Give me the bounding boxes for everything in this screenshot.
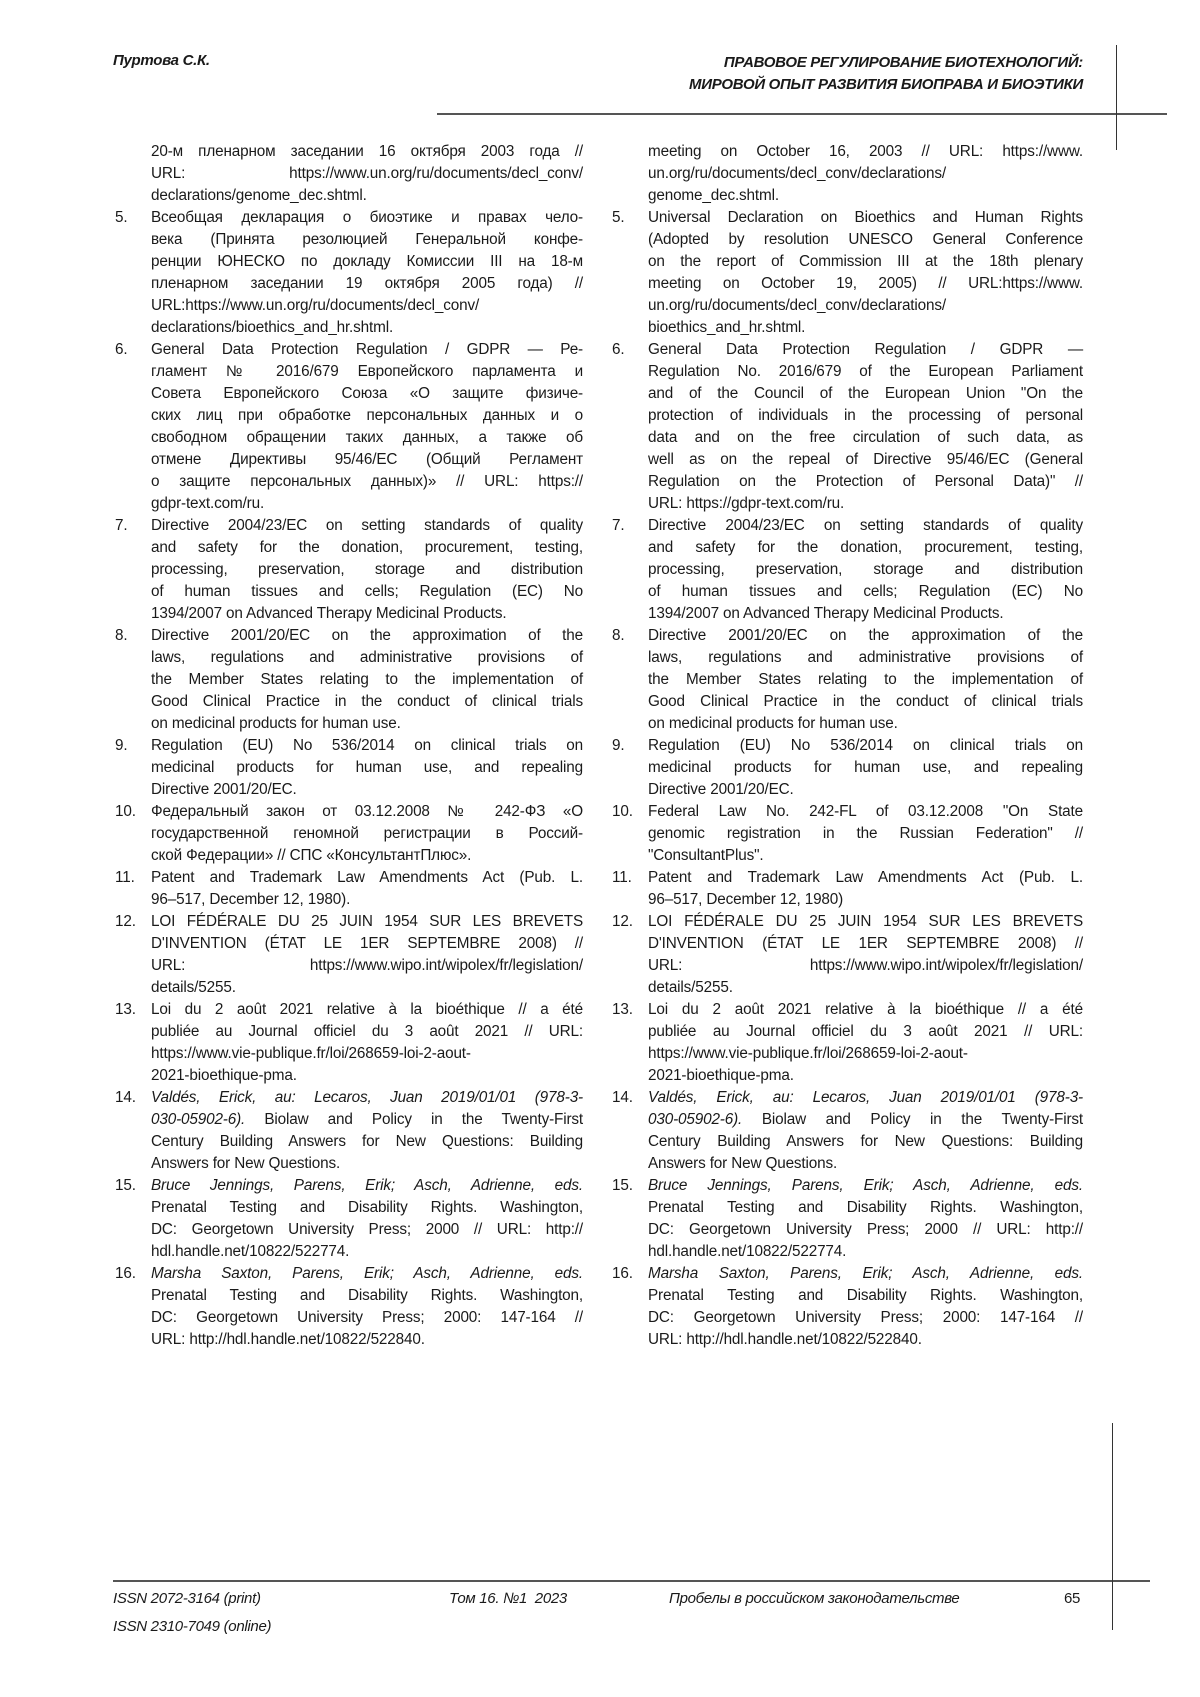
reference-line [648, 1087, 1083, 1109]
reference-line: on the report of Commission III at the 18th plenary [648, 251, 1083, 273]
reference-line: Loi du 2 août 2021 relative à la bioéthique // a été [648, 999, 1083, 1021]
reference-authors: Marsha Saxton, Parens, Erik; Asch, Adrienne, eds. [648, 1265, 1083, 1282]
reference-item [151, 141, 583, 207]
reference-line [151, 1263, 583, 1285]
reference-item [648, 735, 1083, 801]
reference-line: DC: Georgetown University Press; 2000: 147-164 // [648, 1307, 1083, 1329]
header-crop-line [1116, 45, 1117, 150]
reference-line: Directive 2004/23/EC on setting standards of quality [648, 515, 1083, 537]
reference-item [151, 339, 583, 515]
reference-item [151, 801, 583, 867]
reference-line: ской Федерации» // СПС «КонсультантПлюс». [151, 845, 583, 867]
footer-volume: Том 16. №1 2023 [449, 1590, 567, 1607]
reference-item [151, 625, 583, 735]
reference-line: URL: https://www.un.org/ru/documents/decl_conv/ [151, 163, 583, 185]
reference-line: publiée au Journal officiel du 3 août 2021 // URL: [151, 1021, 583, 1043]
reference-number: 9. [115, 735, 127, 757]
reference-item [648, 141, 1083, 207]
reference-item [151, 1263, 583, 1351]
reference-line: data and on the free circulation of such data, as [648, 427, 1083, 449]
reference-text: Biolaw and Policy in the Twenty-First [245, 1111, 583, 1128]
reference-line: LOI FÉDÉRALE DU 25 JUIN 1954 SUR LES BREVETS [648, 911, 1083, 933]
reference-line [648, 1263, 1083, 1285]
reference-item [151, 207, 583, 339]
reference-line: Федеральный закон от 03.12.2008 № 242-ФЗ «О [151, 801, 583, 823]
reference-line: General Data Protection Regulation / GDPR — Ре- [151, 339, 583, 361]
reference-line: Answers for New Questions. [648, 1153, 1083, 1175]
reference-line: Prenatal Testing and Disability Rights. Washington, [648, 1285, 1083, 1307]
reference-line: 20-м пленарном заседании 16 октября 2003 года // [151, 141, 583, 163]
reference-number: 15. [115, 1175, 136, 1197]
reference-item [151, 1087, 583, 1175]
reference-line: URL: http://hdl.handle.net/10822/522840. [151, 1329, 583, 1351]
reference-line: details/5255. [151, 977, 583, 999]
reference-item [151, 999, 583, 1087]
reference-item [648, 625, 1083, 735]
reference-line: ренции ЮНЕСКО по докладу Комиссии III на 18-м [151, 251, 583, 273]
reference-line: государственной геномной регистрации в Россий- [151, 823, 583, 845]
reference-line: bioethics_and_hr.shtml. [648, 317, 1083, 339]
reference-line [648, 1175, 1083, 1197]
reference-line: laws, regulations and administrative provisions of [648, 647, 1083, 669]
reference-line: века (Принята резолюцией Генеральной конфе- [151, 229, 583, 251]
reference-item [648, 515, 1083, 625]
reference-number: 6. [115, 339, 127, 361]
reference-line: un.org/ru/documents/decl_conv/declarations/ [648, 295, 1083, 317]
reference-line: un.org/ru/documents/decl_conv/declarations/ [648, 163, 1083, 185]
reference-line [151, 1087, 583, 1109]
reference-line: LOI FÉDÉRALE DU 25 JUIN 1954 SUR LES BREVETS [151, 911, 583, 933]
running-head-title-line1: ПРАВОВОЕ РЕГУЛИРОВАНИЕ БИОТЕХНОЛОГИЙ: [689, 52, 1083, 74]
reference-line: Directive 2001/20/EC on the approximation of the [151, 625, 583, 647]
reference-item [648, 867, 1083, 911]
reference-item [151, 735, 583, 801]
reference-line: "ConsultantPlus". [648, 845, 1083, 867]
reference-number: 5. [115, 207, 127, 229]
reference-line: Всеобщая декларация о биоэтике и правах чело- [151, 207, 583, 229]
reference-line: Directive 2001/20/EC. [648, 779, 1083, 801]
reference-line: D'INVENTION (ÉTAT LE 1ER SEPTEMBRE 2008) // [151, 933, 583, 955]
reference-authors: 030-05902-6). [151, 1111, 245, 1128]
reference-number: 16. [612, 1263, 633, 1285]
reference-number: 14. [612, 1087, 633, 1109]
footer-issn-print: ISSN 2072-3164 (print) [113, 1590, 261, 1607]
reference-number: 7. [115, 515, 127, 537]
reference-authors: Bruce Jennings, Parens, Erik; Asch, Adrienne, eds. [648, 1177, 1083, 1194]
reference-authors: Valdés, Erick, au: Lecaros, Juan 2019/01/01 (978-3- [151, 1089, 583, 1106]
reference-line: genome_dec.shtml. [648, 185, 1083, 207]
reference-line: Regulation No. 2016/679 of the European Parliament [648, 361, 1083, 383]
reference-line: General Data Protection Regulation / GDPR — [648, 339, 1083, 361]
reference-line: and safety for the donation, procurement, testing, [151, 537, 583, 559]
reference-line: Prenatal Testing and Disability Rights. Washington, [648, 1197, 1083, 1219]
reference-line: details/5255. [648, 977, 1083, 999]
reference-line: on medicinal products for human use. [151, 713, 583, 735]
reference-line: Universal Declaration on Bioethics and Human Rights [648, 207, 1083, 229]
reference-number: 13. [115, 999, 136, 1021]
reference-line: hdl.handle.net/10822/522774. [648, 1241, 1083, 1263]
reference-line [151, 1175, 583, 1197]
reference-item [648, 1175, 1083, 1263]
references-column-russian [151, 141, 583, 1351]
reference-line: 2021-bioethique-pma. [151, 1065, 583, 1087]
reference-line: medicinal products for human use, and repealing [648, 757, 1083, 779]
reference-line: Directive 2004/23/EC on setting standards of quality [151, 515, 583, 537]
reference-line: URL: https://www.wipo.int/wipolex/fr/legislation/ [151, 955, 583, 977]
reference-line: 96–517, December 12, 1980). [151, 889, 583, 911]
running-head-title [689, 52, 1083, 96]
reference-line: отмене Директивы 95/46/ЕС (Общий Регламент [151, 449, 583, 471]
reference-line: Patent and Trademark Law Amendments Act (Pub. L. [151, 867, 583, 889]
reference-line: Good Clinical Practice in the conduct of clinical trials [648, 691, 1083, 713]
reference-line: well as on the repeal of Directive 95/46/EC (General [648, 449, 1083, 471]
reference-line [151, 1109, 583, 1131]
reference-item [648, 801, 1083, 867]
reference-line: 1394/2007 on Advanced Therapy Medicinal Products. [151, 603, 583, 625]
references-column-english [648, 141, 1083, 1351]
reference-line: Directive 2001/20/EC. [151, 779, 583, 801]
reference-line: Good Clinical Practice in the conduct of clinical trials [151, 691, 583, 713]
reference-line: Directive 2001/20/EC on the approximation of the [648, 625, 1083, 647]
reference-line: URL: https://www.wipo.int/wipolex/fr/legislation/ [648, 955, 1083, 977]
reference-number: 15. [612, 1175, 633, 1197]
reference-item [648, 207, 1083, 339]
reference-line: URL: https://gdpr-text.com/ru. [648, 493, 1083, 515]
running-head-title-line2: МИРОВОЙ ОПЫТ РАЗВИТИЯ БИОПРАВА И БИОЭТИКИ [689, 74, 1083, 96]
reference-authors: Marsha Saxton, Parens, Erik; Asch, Adrienne, eds. [151, 1265, 583, 1282]
reference-number: 10. [612, 801, 633, 823]
reference-line: URL:https://www.un.org/ru/documents/decl_conv/ [151, 295, 583, 317]
reference-line: Совета Европейского Союза «О защите физиче- [151, 383, 583, 405]
reference-number: 14. [115, 1087, 136, 1109]
reference-item [648, 339, 1083, 515]
reference-line: genomic registration in the Russian Federation" // [648, 823, 1083, 845]
reference-line: 1394/2007 on Advanced Therapy Medicinal Products. [648, 603, 1083, 625]
reference-line: processing, preservation, storage and distribution [648, 559, 1083, 581]
reference-item [648, 1263, 1083, 1351]
reference-line: о защите персональных данных)» // URL: https:// [151, 471, 583, 493]
reference-line: Regulation (EU) No 536/2014 on clinical trials on [648, 735, 1083, 757]
reference-line: of human tissues and cells; Regulation (EC) No [648, 581, 1083, 603]
reference-line: свободном обращении таких данных, а также об [151, 427, 583, 449]
reference-line: Prenatal Testing and Disability Rights. Washington, [151, 1285, 583, 1307]
reference-number: 12. [612, 911, 633, 933]
reference-line: declarations/genome_dec.shtml. [151, 185, 583, 207]
reference-line: https://www.vie-publique.fr/loi/268659-loi-2-aout- [648, 1043, 1083, 1065]
reference-line: (Adopted by resolution UNESCO General Conference [648, 229, 1083, 251]
reference-line [648, 1109, 1083, 1131]
reference-line: medicinal products for human use, and repealing [151, 757, 583, 779]
reference-number: 8. [115, 625, 127, 647]
reference-line: пленарном заседании 19 октября 2005 года) // [151, 273, 583, 295]
reference-item [151, 867, 583, 911]
reference-line: Federal Law No. 242-FL of 03.12.2008 "On State [648, 801, 1083, 823]
reference-line: the Member States relating to the implementation of [648, 669, 1083, 691]
reference-line: meeting on October 16, 2003 // URL: https://www. [648, 141, 1083, 163]
reference-line: gdpr-text.com/ru. [151, 493, 583, 515]
reference-line: DC: Georgetown University Press; 2000: 147-164 // [151, 1307, 583, 1329]
reference-line: and safety for the donation, procurement, testing, [648, 537, 1083, 559]
reference-number: 5. [612, 207, 624, 229]
reference-line: Century Building Answers for New Questions: Building [151, 1131, 583, 1153]
reference-line: 96–517, December 12, 1980) [648, 889, 1083, 911]
reference-line: hdl.handle.net/10822/522774. [151, 1241, 583, 1263]
reference-line: Answers for New Questions. [151, 1153, 583, 1175]
running-head-author: Пуртова С.К. [113, 52, 210, 69]
footer-rule [113, 1580, 1150, 1582]
reference-number: 8. [612, 625, 624, 647]
reference-line: declarations/bioethics_and_hr.shtml. [151, 317, 583, 339]
header-rule [437, 113, 1167, 115]
reference-authors: Valdés, Erick, au: Lecaros, Juan 2019/01/01 (978-3- [648, 1089, 1083, 1106]
reference-number: 13. [612, 999, 633, 1021]
reference-line: and of the Council of the European Union "On the [648, 383, 1083, 405]
reference-line: https://www.vie-publique.fr/loi/268659-loi-2-aout- [151, 1043, 583, 1065]
reference-line: of human tissues and cells; Regulation (EC) No [151, 581, 583, 603]
reference-line: Prenatal Testing and Disability Rights. Washington, [151, 1197, 583, 1219]
reference-number: 11. [612, 867, 632, 889]
reference-number: 11. [115, 867, 135, 889]
reference-number: 16. [115, 1263, 136, 1285]
footer-issn-online: ISSN 2310-7049 (online) [113, 1618, 271, 1635]
reference-number: 10. [115, 801, 136, 823]
reference-line: гламент № 2016/679 Европейского парламента и [151, 361, 583, 383]
reference-line: Century Building Answers for New Questions: Building [648, 1131, 1083, 1153]
reference-line: D'INVENTION (ÉTAT LE 1ER SEPTEMBRE 2008) // [648, 933, 1083, 955]
reference-item [151, 1175, 583, 1263]
reference-item [151, 911, 583, 999]
reference-number: 7. [612, 515, 624, 537]
reference-number: 12. [115, 911, 136, 933]
reference-line: 2021-bioethique-pma. [648, 1065, 1083, 1087]
reference-number: 6. [612, 339, 624, 361]
reference-item [648, 999, 1083, 1087]
reference-line: Regulation on the Protection of Personal Data)" // [648, 471, 1083, 493]
reference-authors: Bruce Jennings, Parens, Erik; Asch, Adrienne, eds. [151, 1177, 583, 1194]
reference-line: DC: Georgetown University Press; 2000 // URL: http:// [648, 1219, 1083, 1241]
reference-line: processing, preservation, storage and distribution [151, 559, 583, 581]
reference-line: Regulation (EU) No 536/2014 on clinical trials on [151, 735, 583, 757]
reference-line: Patent and Trademark Law Amendments Act (Pub. L. [648, 867, 1083, 889]
reference-line: URL: http://hdl.handle.net/10822/522840. [648, 1329, 1083, 1351]
footer-crop-line [1112, 1423, 1113, 1630]
reference-number: 9. [612, 735, 624, 757]
reference-line: ских лиц при обработке персональных данных и о [151, 405, 583, 427]
footer-journal-title: Пробелы в российском законодательстве [669, 1590, 959, 1607]
reference-line: meeting on October 19, 2005) // URL:https://www. [648, 273, 1083, 295]
reference-line: publiée au Journal officiel du 3 août 2021 // URL: [648, 1021, 1083, 1043]
reference-line: Loi du 2 août 2021 relative à la bioéthique // a été [151, 999, 583, 1021]
reference-item [648, 1087, 1083, 1175]
reference-text: Biolaw and Policy in the Twenty-First [742, 1111, 1083, 1128]
reference-line: protection of individuals in the processing of personal [648, 405, 1083, 427]
page-number: 65 [1064, 1590, 1080, 1607]
reference-item [648, 911, 1083, 999]
reference-line: DC: Georgetown University Press; 2000 // URL: http:// [151, 1219, 583, 1241]
reference-item [151, 515, 583, 625]
reference-line: the Member States relating to the implementation of [151, 669, 583, 691]
reference-line: on medicinal products for human use. [648, 713, 1083, 735]
reference-line: laws, regulations and administrative provisions of [151, 647, 583, 669]
reference-authors: 030-05902-6). [648, 1111, 742, 1128]
